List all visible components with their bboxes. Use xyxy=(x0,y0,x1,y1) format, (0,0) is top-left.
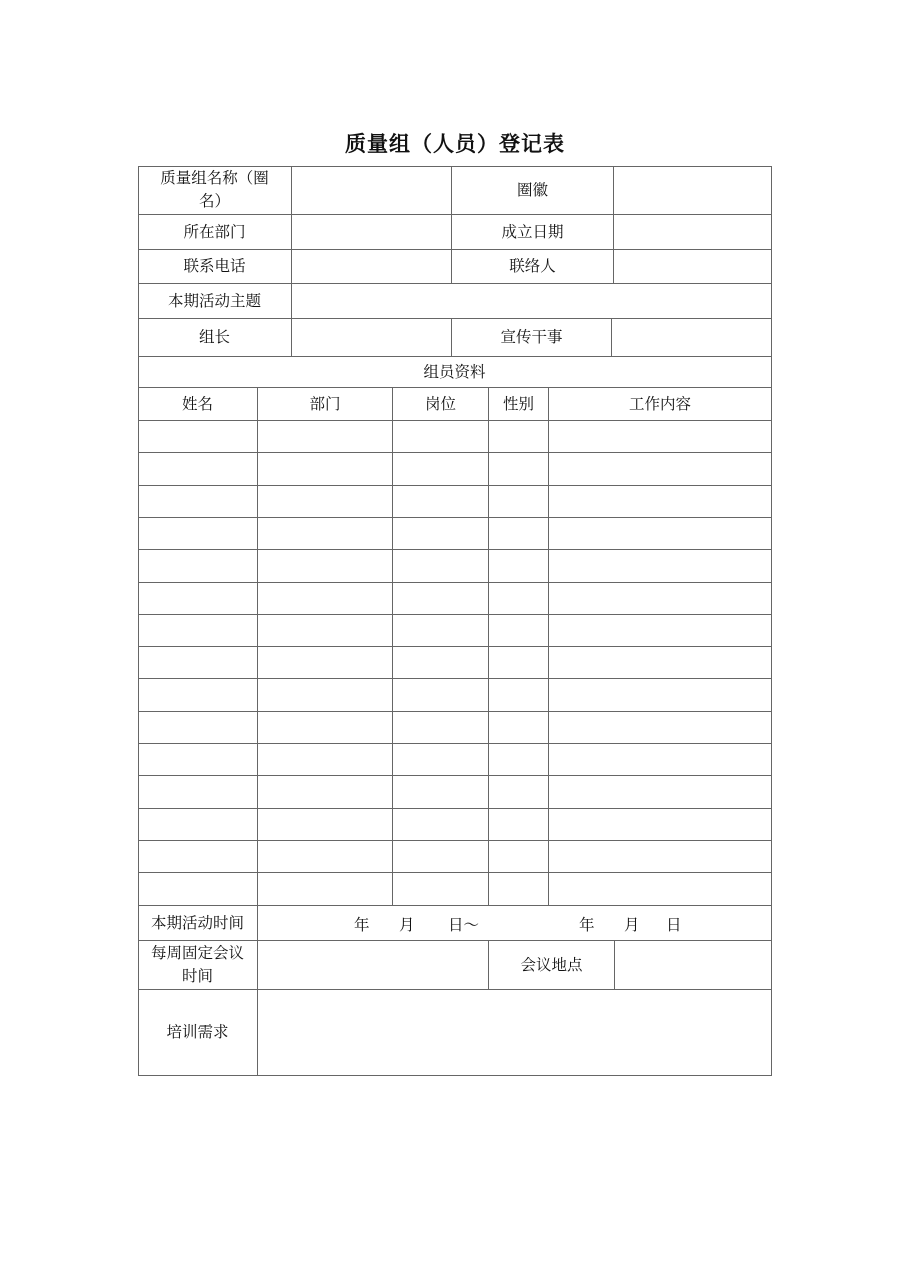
activity-time-field[interactable] xyxy=(258,906,772,941)
member-department-cell[interactable] xyxy=(258,776,393,809)
member-work-content-cell[interactable] xyxy=(549,841,772,873)
column-header-work-content: 工作内容 xyxy=(549,388,772,421)
label-weekly-meeting-time: 每周固定会议时间 xyxy=(138,941,258,990)
column-header-gender: 性别 xyxy=(489,388,549,421)
date-year-end: 年 xyxy=(579,916,595,934)
member-position-cell[interactable] xyxy=(393,647,489,679)
date-day-end: 日 xyxy=(666,916,682,934)
date-month-start: 月 xyxy=(399,916,415,934)
member-gender-cell[interactable] xyxy=(489,647,549,679)
publicity-field[interactable] xyxy=(612,319,772,357)
label-phone: 联系电话 xyxy=(138,250,292,284)
member-gender-cell[interactable] xyxy=(489,744,549,776)
member-department-cell[interactable] xyxy=(258,421,393,453)
member-gender-cell[interactable] xyxy=(489,873,549,906)
member-work-content-cell[interactable] xyxy=(549,809,772,841)
member-department-cell[interactable] xyxy=(258,518,393,550)
member-position-cell[interactable] xyxy=(393,712,489,744)
member-gender-cell[interactable] xyxy=(489,518,549,550)
member-department-cell[interactable] xyxy=(258,550,393,583)
member-position-cell[interactable] xyxy=(393,776,489,809)
member-name-cell[interactable] xyxy=(138,615,258,647)
member-position-cell[interactable] xyxy=(393,679,489,712)
member-department-cell[interactable] xyxy=(258,744,393,776)
label-training-needs: 培训需求 xyxy=(138,990,258,1076)
member-gender-cell[interactable] xyxy=(489,550,549,583)
department-field[interactable] xyxy=(292,215,452,250)
member-gender-cell[interactable] xyxy=(489,679,549,712)
member-name-cell[interactable] xyxy=(138,421,258,453)
activity-theme-field[interactable] xyxy=(292,284,772,319)
phone-field[interactable] xyxy=(292,250,452,284)
member-name-cell[interactable] xyxy=(138,679,258,712)
member-position-cell[interactable] xyxy=(393,615,489,647)
member-name-cell[interactable] xyxy=(138,744,258,776)
label-group-name: 质量组名称（圈名） xyxy=(138,166,292,215)
member-work-content-cell[interactable] xyxy=(549,550,772,583)
label-emblem: 圈徽 xyxy=(452,166,614,215)
founded-date-field[interactable] xyxy=(614,215,772,250)
date-year-start: 年 xyxy=(354,916,370,934)
label-publicity: 宣传干事 xyxy=(452,319,612,357)
member-work-content-cell[interactable] xyxy=(549,679,772,712)
member-work-content-cell[interactable] xyxy=(549,486,772,518)
contact-field[interactable] xyxy=(614,250,772,284)
label-activity-theme: 本期活动主题 xyxy=(138,284,292,319)
member-name-cell[interactable] xyxy=(138,550,258,583)
meeting-place-field[interactable] xyxy=(615,941,772,990)
label-contact: 联络人 xyxy=(452,250,614,284)
member-department-cell[interactable] xyxy=(258,809,393,841)
label-department: 所在部门 xyxy=(138,215,292,250)
member-position-cell[interactable] xyxy=(393,873,489,906)
member-gender-cell[interactable] xyxy=(489,809,549,841)
member-work-content-cell[interactable] xyxy=(549,776,772,809)
leader-field[interactable] xyxy=(292,319,452,357)
member-work-content-cell[interactable] xyxy=(549,583,772,615)
member-name-cell[interactable] xyxy=(138,809,258,841)
member-position-cell[interactable] xyxy=(393,744,489,776)
member-department-cell[interactable] xyxy=(258,712,393,744)
emblem-field[interactable] xyxy=(614,166,772,215)
column-header-position: 岗位 xyxy=(393,388,489,421)
member-department-cell[interactable] xyxy=(258,486,393,518)
member-name-cell[interactable] xyxy=(138,486,258,518)
label-activity-time: 本期活动时间 xyxy=(138,906,258,941)
member-department-cell[interactable] xyxy=(258,873,393,906)
weekly-meeting-time-field[interactable] xyxy=(258,941,489,990)
member-name-cell[interactable] xyxy=(138,647,258,679)
member-position-cell[interactable] xyxy=(393,486,489,518)
member-work-content-cell[interactable] xyxy=(549,421,772,453)
member-department-cell[interactable] xyxy=(258,583,393,615)
member-name-cell[interactable] xyxy=(138,712,258,744)
column-header-name: 姓名 xyxy=(138,388,258,421)
member-gender-cell[interactable] xyxy=(489,486,549,518)
label-leader: 组长 xyxy=(138,319,292,357)
member-gender-cell[interactable] xyxy=(489,712,549,744)
date-month-end: 月 xyxy=(624,916,640,934)
member-department-cell[interactable] xyxy=(258,841,393,873)
label-founded-date: 成立日期 xyxy=(452,215,614,250)
member-name-cell[interactable] xyxy=(138,583,258,615)
training-needs-field[interactable] xyxy=(258,990,772,1076)
member-name-cell[interactable] xyxy=(138,873,258,906)
group-name-field[interactable] xyxy=(292,166,452,215)
member-department-cell[interactable] xyxy=(258,615,393,647)
member-work-content-cell[interactable] xyxy=(549,615,772,647)
member-work-content-cell[interactable] xyxy=(549,744,772,776)
member-position-cell[interactable] xyxy=(393,550,489,583)
member-gender-cell[interactable] xyxy=(489,841,549,873)
member-work-content-cell[interactable] xyxy=(549,873,772,906)
member-name-cell[interactable] xyxy=(138,518,258,550)
member-position-cell[interactable] xyxy=(393,841,489,873)
label-meeting-place: 会议地点 xyxy=(489,941,615,990)
member-position-cell[interactable] xyxy=(393,421,489,453)
member-gender-cell[interactable] xyxy=(489,776,549,809)
date-day-start: 日～ xyxy=(448,916,480,934)
member-department-cell[interactable] xyxy=(258,647,393,679)
member-work-content-cell[interactable] xyxy=(549,712,772,744)
member-name-cell[interactable] xyxy=(138,841,258,873)
member-position-cell[interactable] xyxy=(393,583,489,615)
member-gender-cell[interactable] xyxy=(489,583,549,615)
member-gender-cell[interactable] xyxy=(489,421,549,453)
member-work-content-cell[interactable] xyxy=(549,518,772,550)
member-position-cell[interactable] xyxy=(393,453,489,486)
members-section-header: 组员资料 xyxy=(138,357,772,388)
column-header-department: 部门 xyxy=(258,388,393,421)
page-title: 质量组（人员）登记表 xyxy=(345,132,565,156)
member-position-cell[interactable] xyxy=(393,809,489,841)
member-name-cell[interactable] xyxy=(138,776,258,809)
member-department-cell[interactable] xyxy=(258,453,393,486)
member-gender-cell[interactable] xyxy=(489,453,549,486)
member-work-content-cell[interactable] xyxy=(549,453,772,486)
member-position-cell[interactable] xyxy=(393,518,489,550)
member-name-cell[interactable] xyxy=(138,453,258,486)
member-department-cell[interactable] xyxy=(258,679,393,712)
member-work-content-cell[interactable] xyxy=(549,647,772,679)
member-gender-cell[interactable] xyxy=(489,615,549,647)
